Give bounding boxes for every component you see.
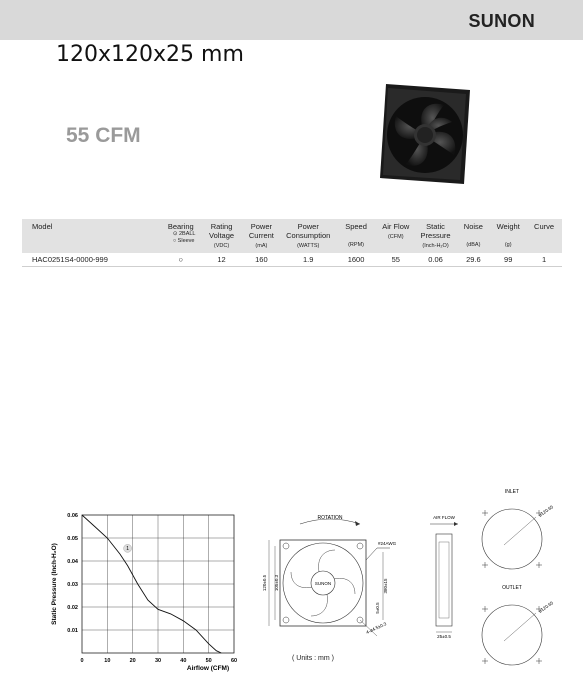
- col-noise: [456, 219, 490, 253]
- col-current: [241, 219, 281, 253]
- airflow-headline: 55 CFM: [66, 124, 141, 147]
- x-axis-label: Airflow (CFM): [186, 665, 230, 672]
- outlet-dim-line: [504, 613, 536, 641]
- col-current-unit: (mA): [255, 243, 268, 249]
- inlet-label: INLET: [504, 489, 520, 495]
- cell-curve: 1: [526, 253, 562, 267]
- dim-offset: 5±0.5: [375, 602, 380, 614]
- curve-label: 1: [126, 546, 129, 553]
- cable-leader: [366, 548, 390, 560]
- cell-model: HAC0251S4-0000-999: [22, 253, 160, 267]
- x-tick-label: 30: [154, 658, 162, 664]
- col-consumption-label: Power Consumption: [286, 222, 331, 240]
- y-tick-label: 0.03: [67, 582, 78, 588]
- col-weight-label: Weight: [496, 222, 520, 231]
- dim-outer: 120±0.5: [262, 574, 267, 592]
- x-tick-label: 60: [230, 658, 238, 664]
- product-dimensions: 120x120x25 mm: [56, 42, 244, 67]
- airflow-label: AIR FLOW: [433, 515, 455, 520]
- col-pressure-label: Static Pressure: [420, 222, 451, 240]
- col-noise-unit: (dBA): [466, 242, 481, 248]
- spec-table-header: [22, 219, 562, 253]
- cell-airflow: 55: [377, 253, 415, 267]
- col-pressure: [415, 219, 457, 253]
- table-row: [22, 253, 562, 267]
- spec-table: [22, 219, 562, 267]
- outlet-circle: [482, 605, 542, 665]
- col-bearing: [160, 219, 202, 253]
- col-speed: [335, 219, 377, 253]
- cell-pressure: 0.06: [415, 253, 457, 267]
- col-model: Model: [32, 222, 53, 231]
- y-tick-label: 0.02: [67, 605, 78, 611]
- outlet-crosshairs: [482, 606, 542, 664]
- cell-noise: 29.6: [456, 253, 490, 267]
- inlet-circle: [482, 509, 542, 569]
- x-tick-labels: [80, 658, 237, 664]
- y-axis-label: Static Pressure (Inch-H₂O): [51, 543, 58, 625]
- x-tick-label: 0: [80, 658, 84, 664]
- y-tick-labels: [67, 513, 79, 634]
- rotation-label: ROTATION: [317, 515, 343, 521]
- brand-logo: SUNON: [468, 11, 535, 31]
- cell-voltage: 12: [202, 253, 242, 267]
- y-tick-label: 0.05: [67, 536, 78, 542]
- cell-bearing: ○: [160, 253, 202, 267]
- bearing-option-2ball: ⊙ 2BALL: [172, 231, 196, 237]
- col-pressure-unit: (Inch-H₂O): [422, 243, 449, 249]
- col-speed-unit: (RPM): [348, 242, 364, 248]
- col-bearing-label: Bearing: [167, 222, 194, 231]
- col-curve: Curve: [534, 222, 555, 231]
- col-voltage: [202, 219, 242, 253]
- airflow-arrowhead: [454, 522, 458, 526]
- inlet-dim-line: [504, 517, 536, 545]
- col-weight: [490, 219, 526, 253]
- y-tick-label: 0.06: [67, 513, 78, 519]
- col-speed-label: Speed: [345, 222, 367, 231]
- x-tick-label: 10: [104, 658, 111, 664]
- inlet-dim: ø120.65: [537, 504, 555, 518]
- col-consumption: [281, 219, 335, 253]
- col-airflow: [377, 219, 415, 253]
- cell-consumption: 1.9: [281, 253, 335, 267]
- col-consumption-unit: (WATTS): [297, 243, 320, 249]
- performance-chart: [48, 505, 246, 685]
- col-current-label: Power Current: [248, 222, 274, 240]
- outlet-label: OUTLET: [502, 585, 522, 591]
- dim-cable: 380±15: [383, 578, 388, 594]
- col-weight-unit: (g): [504, 242, 512, 248]
- hub-label: SUNON: [314, 581, 332, 586]
- col-airflow-unit: (CFM): [387, 234, 404, 240]
- inlet-crosshairs: [482, 510, 542, 568]
- x-tick-label: 50: [205, 658, 212, 664]
- cell-speed: 1600: [335, 253, 377, 267]
- y-tick-label: 0.04: [67, 559, 78, 565]
- outlet-drawing: [474, 583, 564, 675]
- side-frame: [436, 534, 452, 626]
- x-tick-label: 20: [129, 658, 136, 664]
- bearing-option-sleeve: ○ Sleeve: [172, 238, 195, 244]
- fan-front-drawing: [255, 508, 410, 668]
- fan-side-drawing: [424, 512, 464, 642]
- col-voltage-unit: (VDC): [213, 243, 230, 249]
- inlet-drawing: [474, 487, 564, 579]
- col-voltage-label: Rating Voltage: [209, 222, 235, 240]
- header-bar: [0, 0, 583, 40]
- cell-weight: 99: [490, 253, 526, 267]
- outlet-dim: ø120.65: [537, 600, 555, 614]
- col-airflow-label: Air Flow: [382, 222, 410, 231]
- col-noise-label: Noise: [463, 222, 483, 231]
- cell-current: 160: [241, 253, 281, 267]
- dim-hole-dia: 4-ø4.5±0.3: [365, 621, 388, 635]
- dim-depth: 25±0.5: [437, 634, 451, 639]
- x-tick-label: 40: [180, 658, 187, 664]
- y-tick-label: 0.01: [67, 628, 78, 634]
- units-note: ( Units : mm ): [292, 655, 334, 662]
- side-frame-inner: [439, 542, 449, 618]
- dim-hole: 105±0.3: [274, 574, 279, 592]
- fan-photo: [374, 80, 474, 188]
- cable-label: #24AWG: [378, 541, 397, 546]
